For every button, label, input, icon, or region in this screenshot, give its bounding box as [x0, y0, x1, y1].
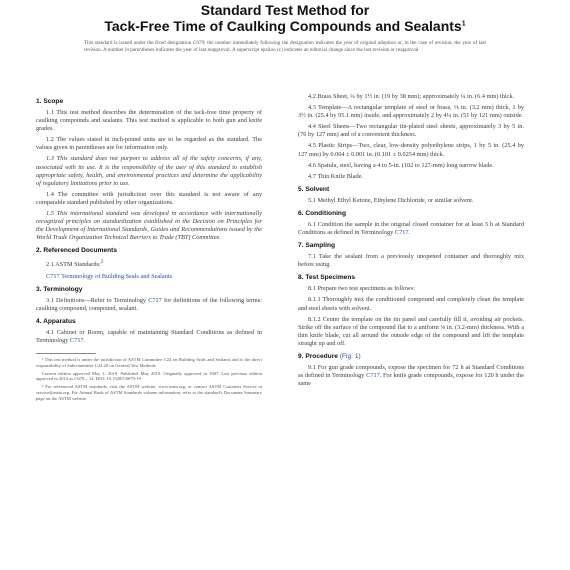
paragraph-3-1-text-end: for definitions of the following terms: caulking compound, compound, sealant. [36, 296, 262, 312]
document-title-line1: Standard Test Method for [200, 2, 370, 18]
section-heading-terminology: 3. Terminology [36, 285, 83, 293]
paragraph-9-1-text: 9.1 For gun grade compounds, expose the specimen for 72 h at Standard Conditions as defined in Terminology [298, 363, 524, 380]
paragraph-4-1-text-end: . [83, 336, 86, 344]
paragraph-1-4: 1.4 The committee with jurisdiction over this standard is not aware of any comparable standard published by other organizations. [36, 190, 262, 206]
paragraph-4-1-text: 4.1 Cabinet or Room, capable of maintaining Standard Conditions as defined in Terminology [36, 328, 262, 344]
document-title-line2 [0, 18, 570, 34]
paragraph-1-5: 1.5 This international standard was developed in accordance with internationally recognized principles on standardization established in the Decision on Principles for the Development of International Standards, Guides and Recommendations issued by the World Trade Organization Technical Barriers to Trade (TBT) Committee. [36, 210, 262, 242]
c717-link[interactable]: C717 [148, 296, 162, 304]
paragraph-5-1: 5.1 Methyl Ethyl Ketone, Ethylene Dichloride, or similar solvent. [308, 196, 474, 204]
paragraph-6-1-text: 6.1 Condition the sample in the original closed container for at least 5 h at Standard Conditions as defined in Terminology [298, 220, 524, 237]
paragraph-9-1 [298, 364, 524, 388]
c717-link[interactable]: C717 [70, 336, 84, 344]
designation-notice: This standard is issued under the fixed designation C679; the number immediately following the designation indicates the year of original adoption or, in the case of revision, the year of last revision. A number in parentheses indicates the year of last reapproval. A superscript epsilon (ε) indicates an editorial change since the last revision or reapproval. [84, 40, 486, 53]
paragraph-8-1: 8.1 Prepare two test specimens as follows: [308, 285, 415, 293]
section-heading-solvent: 5. Solvent [298, 185, 330, 193]
paragraph-1-1: 1.1 This test method describes the determination of the tack-free time property of caulking compounds and sealants. This test method is applicable to both gun and knife grades. [36, 109, 262, 133]
footnote-1: ¹ This test method is under the jurisdiction of ASTM Committee C24 on Building Seals and Sealants and is the direct responsibility of Subcommittee C24.20 on General Test Methods. [36, 357, 262, 368]
section-heading-sampling: 7. Sampling [298, 242, 336, 250]
paragraph-1-2: 1.2 The values stated in inch-pound units are to be regarded as the standard. The values given in parentheses are for information only. [36, 136, 262, 152]
section-heading-apparatus: 4. Apparatus [36, 317, 76, 325]
astm-standards-label: 2.1 ASTM Standards: [46, 261, 101, 269]
section-heading-procedure [298, 353, 524, 360]
footnote-2: ² For referenced ASTM standards, visit the ASTM website, www.astm.org, or contact ASTM Customer Service at service@astm.org. For Annual Book of ASTM Standards volume information, refer to the standard's Document Summary page on the ASTM website. [36, 384, 262, 401]
paragraph-4-7: 4.7 Thin Knife Blade. [308, 172, 363, 180]
footnote-mark-2: 2 [100, 259, 104, 266]
paragraph-4-2: 4.2 Brass Sheet, ¼ by 1½ in. (19 by 38 mm); approximately ¼ in. (6.4 mm) thick. [308, 93, 515, 100]
paragraph-8-1-1: 8.1.1 Thoroughly mix the conditioned compound and completely clean the template and steel sheets with solvent. [298, 296, 524, 312]
paragraph-8-1-2: 8.1.2 Center the template on the tin panel and carefully fill it, avoiding air pockets. Strike off the surface of the compound flat to a uniform ⅛ in. (3.2-mm) thickness. With a thin knife blade, cut all around the outside edge of the compound and lift the template straight up and off. [298, 315, 524, 347]
paragraph-4-5: 4.5 Plastic Strips—Two, clear, low-density polyethylene strips, 1 by 5 in. (25.4 by 127 mm) by 0.004 ± 0.001 in. (0.101 ± 0.0254 mm) thick. [298, 142, 524, 158]
paragraph-3-1 [36, 297, 262, 313]
paragraph-4-4: 4.4 Steel Sheets—Two rectangular tin-plated steel sheets, approximately 3 by 5 in. (76 by 127 mm) and of a convenient thickness. [298, 123, 524, 139]
reference-c717-link[interactable]: C717 Terminology of Building Seals and Sealants [46, 272, 173, 280]
paragraph-3-1-text: 3.1 Definitions—Refer to Terminology [46, 296, 149, 304]
paragraph-6-1-text-end: . [408, 229, 411, 237]
footnote-1-edition: Current edition approved May 1, 2019. Published May 2019. Originally approved in 1987. Last previous edition approved in 2014 as C679 – 14. DOI: 10.1520/C0679-19. [36, 370, 262, 382]
procedure-heading-text: 9. Procedure [298, 352, 338, 360]
title-footnote-mark: 1 [461, 20, 466, 28]
footnote-divider [36, 353, 96, 354]
figure-1-link[interactable]: (Fig. 1) [339, 352, 361, 360]
paragraph-4-1 [36, 329, 262, 345]
paragraph-6-1 [298, 221, 524, 237]
section-heading-scope: 1. Scope [36, 98, 64, 105]
c717-link[interactable]: C717 [366, 372, 380, 380]
left-column [36, 93, 262, 404]
section-heading-test-specimens: 8. Test Specimens [298, 274, 356, 282]
paragraph-7-1: 7.1 Take the sealant from a previously unopened container and thoroughly mix before using. [298, 253, 524, 269]
c717-link[interactable]: C717 [394, 229, 409, 237]
paragraph-9-1-text-end: . For knife grade compounds, expose for 120 h under the same [298, 372, 524, 388]
title-text: Tack-Free Time of Caulking Compounds and Sealants [104, 18, 462, 34]
paragraph-4-6: 4.6 Spatula, steel, having a 4 to 5-in. (102 to 127-mm) long narrow blade. [308, 161, 494, 169]
paragraph-4-3: 4.3 Template—A rectangular template of steel or brass, ⅛ in. (3.2 mm) thick, 1 by 3½ in. (25.4 by 95.1 mm) inside, and approximately 2 by 4¼ in. (51 by 121 mm) outside. [298, 104, 524, 120]
section-heading-conditioning: 6. Conditioning [298, 209, 346, 217]
paragraph-2-1 [36, 258, 262, 269]
paragraph-1-3: 1.3 This standard does not purport to address all of the safety concerns, if any, associated with its use. It is the responsibility of the user of this standard to establish appropriate safety, health, and environmental practices and determine the applicability of regulatory limitations prior to use. [36, 155, 262, 187]
section-heading-referenced-documents: 2. Referenced Documents [36, 247, 117, 255]
right-column [298, 93, 524, 391]
